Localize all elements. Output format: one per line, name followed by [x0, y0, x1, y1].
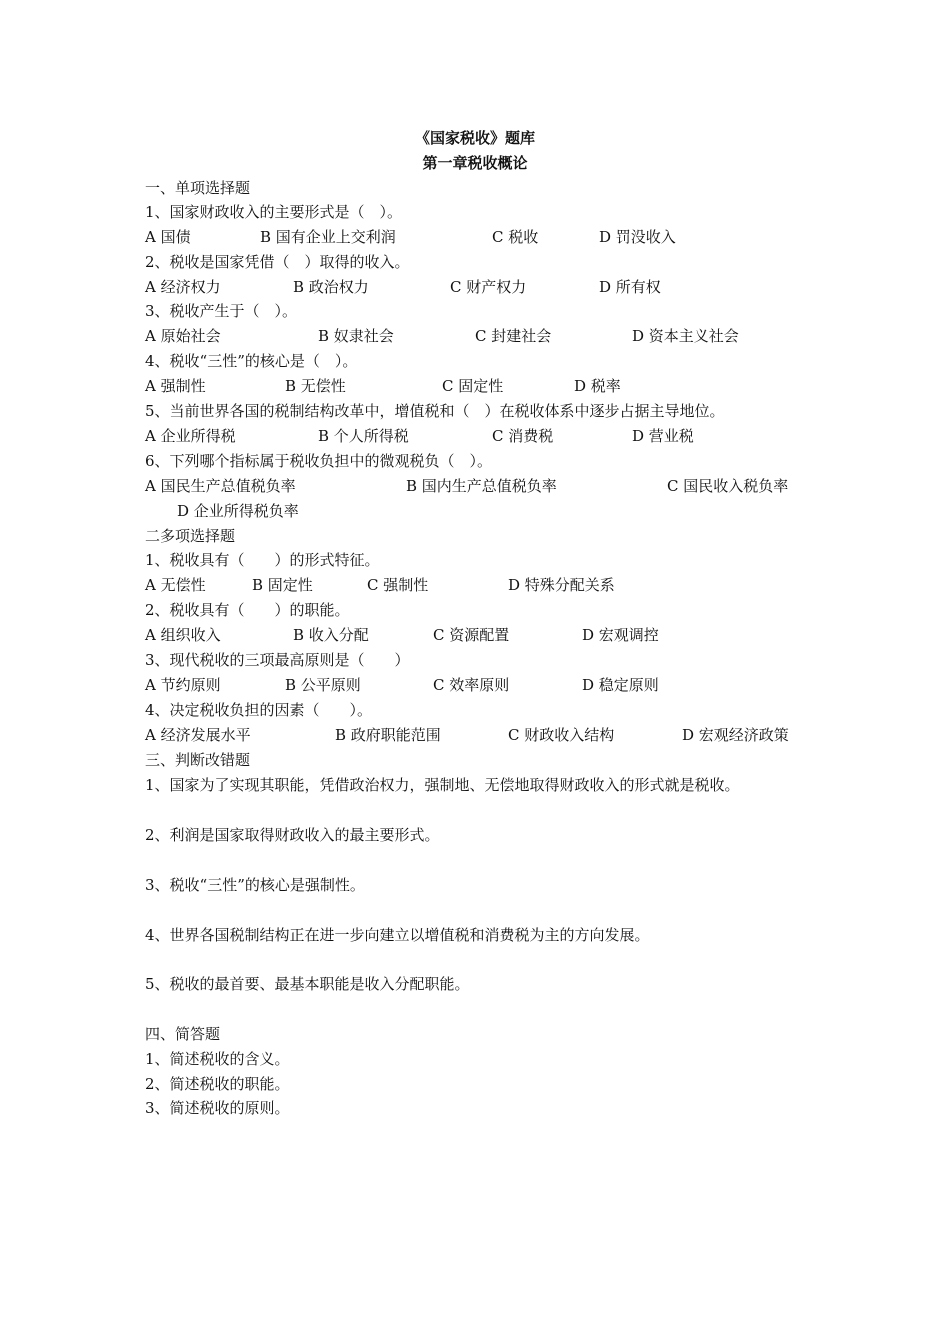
option-b: B 收入分配	[293, 626, 369, 644]
question-text: 5、当前世界各国的税制结构改革中，增值税和（ ）在税收体系中逐步占据主导地位。	[145, 402, 725, 420]
option-d: D 特殊分配关系	[508, 576, 615, 594]
question-text: 1、税收具有（ ）的形式特征。	[145, 551, 380, 569]
option-b: B 国有企业上交利润	[260, 228, 396, 246]
option-d: D 营业税	[632, 427, 694, 445]
option-c: C 财产权力	[450, 278, 527, 296]
option-d: D 资本主义社会	[632, 327, 739, 345]
option-a: A 组织收入	[145, 626, 221, 644]
option-d: D 企业所得税负率	[177, 502, 299, 520]
option-a: A 原始社会	[145, 327, 221, 345]
question-text: 1、国家财政收入的主要形式是（ ）。	[145, 203, 403, 221]
chapter-title: 第一章税收概论	[422, 154, 528, 172]
option-c: C 财政收入结构	[508, 726, 615, 744]
option-b: B 政治权力	[293, 278, 369, 296]
section-heading-short-answer: 四、简答题	[145, 1025, 221, 1043]
option-a: A 经济发展水平	[145, 726, 251, 744]
statement-item: 5、税收的最首要、最基本职能是收入分配职能。	[145, 975, 470, 993]
option-d: D 宏观调控	[582, 626, 659, 644]
option-c: C 封建社会	[475, 327, 552, 345]
option-b: B 国内生产总值税负率	[406, 477, 557, 495]
option-b: B 固定性	[252, 576, 313, 594]
question-text: 4、决定税收负担的因素（ ）。	[145, 701, 373, 719]
option-b: B 奴隶社会	[318, 327, 394, 345]
document-title: 《国家税收》题库	[414, 129, 535, 147]
option-a: A 经济权力	[145, 278, 221, 296]
option-d: D 税率	[574, 377, 621, 395]
question-item: 3、简述税收的原则。	[145, 1099, 290, 1117]
option-a: A 强制性	[145, 377, 206, 395]
option-b: B 公平原则	[285, 676, 361, 694]
option-c: C 强制性	[367, 576, 429, 594]
option-a: A 国民生产总值税负率	[145, 477, 296, 495]
section-heading-multiple-choice: 二多项选择题	[145, 527, 236, 545]
question-text: 3、税收产生于（ ）。	[145, 302, 298, 320]
option-a: A 节约原则	[145, 676, 221, 694]
section-heading-single-choice: 一、单项选择题	[145, 179, 251, 197]
option-c: C 国民收入税负率	[667, 477, 789, 495]
question-text: 3、现代税收的三项最高原则是（ ）	[145, 651, 410, 669]
option-d: D 宏观经济政策	[682, 726, 789, 744]
statement-item: 1、国家为了实现其职能，凭借政治权力，强制地、无偿地取得财政收入的形式就是税收。	[145, 776, 740, 794]
question-item: 1、简述税收的含义。	[145, 1050, 290, 1068]
option-d: D 稳定原则	[582, 676, 659, 694]
option-c: C 消费税	[492, 427, 554, 445]
option-a: A 无偿性	[145, 576, 206, 594]
question-text: 2、税收是国家凭借（ ）取得的收入。	[145, 253, 410, 271]
statement-item: 4、世界各国税制结构正在进一步向建立以增值税和消费税为主的方向发展。	[145, 926, 650, 944]
question-text: 2、税收具有（ ）的职能。	[145, 601, 350, 619]
option-a: A 企业所得税	[145, 427, 236, 445]
option-c: C 税收	[492, 228, 539, 246]
section-heading-true-false: 三、判断改错题	[145, 751, 251, 769]
question-item: 2、简述税收的职能。	[145, 1075, 290, 1093]
question-text: 6、下列哪个指标属于税收负担中的微观税负（ ）。	[145, 452, 493, 470]
option-b: B 个人所得税	[318, 427, 409, 445]
statement-item: 3、税收“三性”的核心是强制性。	[145, 876, 365, 894]
option-b: B 无偿性	[285, 377, 346, 395]
option-a: A 国债	[145, 228, 191, 246]
option-d: D 罚没收入	[599, 228, 676, 246]
option-c: C 资源配置	[433, 626, 510, 644]
option-b: B 政府职能范围	[335, 726, 441, 744]
option-d: D 所有权	[599, 278, 661, 296]
option-c: C 效率原则	[433, 676, 510, 694]
option-c: C 固定性	[442, 377, 504, 395]
statement-item: 2、利润是国家取得财政收入的最主要形式。	[145, 826, 440, 844]
question-text: 4、税收“三性”的核心是（ ）。	[145, 352, 358, 370]
